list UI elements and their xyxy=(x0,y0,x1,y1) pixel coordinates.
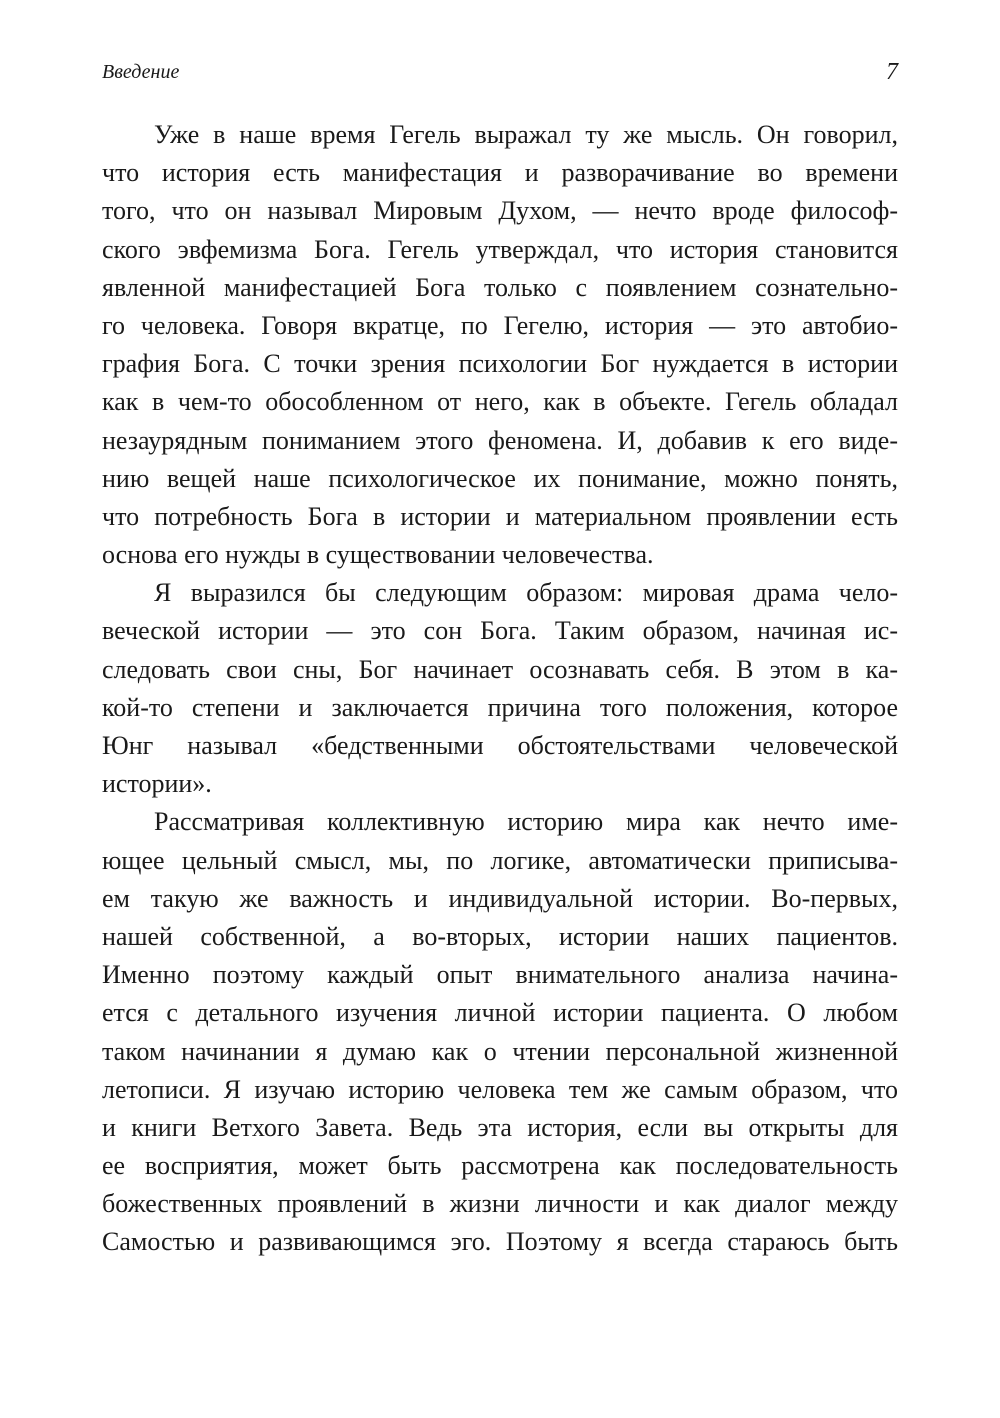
text-line: того, что он называл Мировым Духом, — нечто вроде философ- xyxy=(102,196,898,226)
text-line: веческой истории — это сон Бога. Таким образом, начиная ис- xyxy=(102,616,898,646)
text-line: ем такую же важность и индивидуальной истории. Во-первых, xyxy=(102,883,898,913)
text-line: Именно поэтому каждый опыт внимательного анализа начина- xyxy=(102,960,898,990)
text-line: ется с детального изучения личной истории пациента. О любом xyxy=(102,998,898,1028)
text-line: следовать свои сны, Бог начинает осознавать себя. В этом в ка- xyxy=(102,654,898,684)
text-line: Самостью и развивающимся эго. Поэтому я всегда стараюсь быть xyxy=(102,1227,898,1257)
page-number: 7 xyxy=(886,59,898,85)
text-line: кой-то степени и заключается причина того положения, которое xyxy=(102,692,898,722)
text-line: основа его нужды в существовании человечества. xyxy=(102,540,654,570)
text-line: и книги Ветхого Завета. Ведь эта история, если вы открыты для xyxy=(102,1112,898,1142)
text-line: как в чем-то обособленном от него, как в объекте. Гегель обладал xyxy=(102,387,898,417)
text-line: Уже в наше время Гегель выражал ту же мысль. Он говорил, xyxy=(154,120,898,149)
text-line: что история есть манифестация и разворачивание во времени xyxy=(102,158,898,188)
text-line: что потребность Бога в истории и материальном проявлении есть xyxy=(102,501,898,531)
text-line: божественных проявлений в жизни личности и как диалог между xyxy=(102,1189,898,1219)
text-line: явленной манифестацией Бога только с появлением сознательно- xyxy=(102,272,898,302)
text-line: нию вещей наше психологическое их понимание, можно понять, xyxy=(102,463,898,493)
text-line: Я выразился бы следующим образом: мировая драма чело- xyxy=(154,578,898,608)
text-line: го человека. Говоря вкратце, по Гегелю, история — это автобио- xyxy=(102,310,898,340)
running-header xyxy=(102,58,898,92)
text-line: ее восприятия, может быть рассмотрена как последовательность xyxy=(102,1151,898,1181)
text-line: Юнг называл «бедственными обстоятельствами человеческой xyxy=(102,731,898,760)
text-line: истории». xyxy=(102,769,212,799)
body-text xyxy=(102,116,898,1262)
paragraph-1 xyxy=(102,116,898,574)
text-line: графия Бога. С точки зрения психологии Бог нуждается в истории xyxy=(102,349,898,379)
text-line: летописи. Я изучаю историю человека тем же самым образом, что xyxy=(102,1074,898,1104)
text-line: незаурядным пониманием этого феномена. И, добавив к его виде- xyxy=(102,425,898,455)
paragraph-2 xyxy=(102,574,898,803)
section-title: Введение xyxy=(102,61,180,83)
text-line: ского эвфемизма Бога. Гегель утверждал, что история становится xyxy=(102,234,898,264)
paragraph-3 xyxy=(102,803,898,1261)
text-line: нашей собственной, а во-вторых, истории наших пациентов. xyxy=(102,921,898,951)
text-line: таком начинании я думаю как о чтении персональной жизненной xyxy=(102,1036,898,1066)
text-line: Рассматривая коллективную историю мира как нечто име- xyxy=(154,807,898,837)
text-line: ющее цельный смысл, мы, по логике, автоматически приписыва- xyxy=(102,845,898,875)
